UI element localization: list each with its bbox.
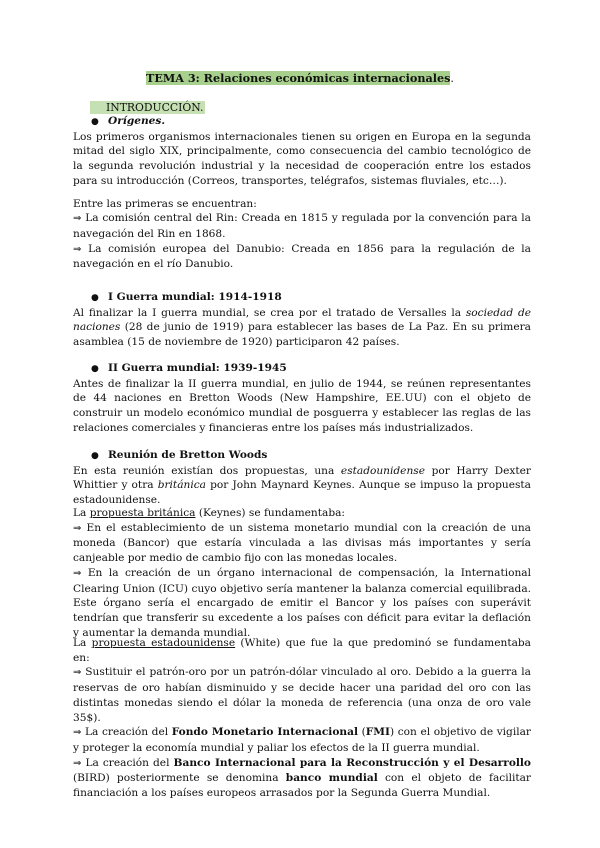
- section-british-proposal: [73, 506, 531, 640]
- heading-ww2: ● II Guerra mundial: 1939-1945: [73, 361, 531, 377]
- heading-bretton-woods: ● Reunión de Bretton Woods: [73, 448, 531, 464]
- list-item-fmi: ⇒ La creación del Fondo Monetario Internacional (FMI) con el objetivo de vigilar y proteger la economía mundial y paliar los efectos de la II guerra mundial.: [73, 726, 531, 754]
- arrow-icon: ⇒: [73, 667, 82, 679]
- paragraph-bretton-woods: En esta reunión existían dos propuestas, una estadounidense por Harry Dexter Whittier y otra británica por John Maynard Keynes. Aunque se impuso la propuesta estadounidense.: [73, 464, 531, 507]
- arrow-icon: ⇒: [73, 727, 82, 739]
- list-item-icu: ⇒ En la creación de un órgano internacional de compensación, la International Clearing Union (ICU) cuyo objetivo sería mantener la balanza comercial equilibrada. Este órgano sería el encargado de emitir el Bancor y los países con superávit tendrían que transferir su excedente a los países con déficit para evitar la deflación y aumentar la demanda mundial.: [73, 566, 531, 639]
- arrow-icon: ⇒: [73, 522, 82, 534]
- arrow-icon: ⇒: [73, 243, 82, 255]
- document-title: [0, 71, 600, 87]
- paragraph-ww2: Antes de finalizar la II guerra mundial, en julio de 1944, se reúnen representantes de 44 naciones en Bretton Woods (New Hampshire, EE.UU) con el objeto de construir un modelo económico mundial de posguerra y establecer las reglas de las relaciones comerciales y financieras entre los países más industrializados.: [73, 377, 531, 434]
- section-ww2: [73, 361, 531, 436]
- arrow-icon: ⇒: [73, 757, 82, 769]
- bullet-icon: ●: [91, 293, 99, 303]
- heading-origenes: ● Orígenes.: [73, 114, 531, 130]
- us-proposal-lead: La propuesta estadounidense (White) que fue la que predominó se fundamentaba en:: [73, 637, 531, 664]
- list-item-patron-dolar: ⇒ Sustituir el patrón-oro por un patrón-dólar vinculado al oro. Debido a la guerra la reservas de oro habían disminuido y se decide hacer una paridad del oro con las distintas monedas siendo el dólar la moneda de referencia (una onza de oro vale 35$).: [73, 666, 531, 724]
- list-item-danubio: ⇒ La comisión europea del Danubio: Creada en 1856 para la regulación de la navegación en el río Danubio.: [73, 242, 531, 271]
- title-highlight: TEMA 3: Relaciones económicas internacionales: [146, 71, 451, 85]
- british-proposal-lead: La propuesta británica (Keynes) se fundamentaba:: [73, 507, 345, 519]
- bullet-icon: ●: [91, 117, 99, 127]
- list-item-bancor: ⇒ En el establecimiento de un sistema monetario mundial con la creación de una moneda (Bancor) que estaría vinculada a las divisas más importantes y sería canjeable por medio de cambio fijo con las monedas locales.: [73, 521, 531, 565]
- section-origins: [73, 114, 531, 272]
- arrow-icon: ⇒: [73, 567, 82, 579]
- title-period: .: [450, 72, 454, 85]
- list-item-rin: ⇒ La comisión central del Rin: Creada en 1815 y regulada por la convención para la navegación del Rin en 1868.: [73, 212, 532, 240]
- bullet-icon: ●: [91, 364, 99, 374]
- section-bretton-woods: [73, 448, 531, 508]
- section-ww1: [73, 290, 531, 350]
- arrow-icon: ⇒: [73, 213, 82, 225]
- paragraph-ww1: Al finalizar la I guerra mundial, se crea por el tratado de Versalles la sociedad de naciones (28 de junio de 1919) para establecer las bases de La Paz. En su primera asamblea (15 de noviembre de 1920) participaron 42 países.: [73, 306, 531, 349]
- paragraph-origins: Los primeros organismos internacionales tienen su origen en Europa en la segunda mitad del siglo XIX, principalmente, como consecuencia del cambio tecnológico de la segunda revolución industrial y la necesidad de cooperación entre los estados para su introducción (Correos, transportes, telégrafos, sistemas fluviales, etc…).: [73, 130, 531, 187]
- heading-ww1: ● I Guerra mundial: 1914-1918: [73, 290, 531, 306]
- paragraph-first-ones: Entre las primeras se encuentran:: [73, 197, 257, 210]
- bullet-icon: ●: [91, 451, 99, 461]
- intro-highlight: INTRODUCCIÓN.: [90, 101, 205, 114]
- list-item-bird: ⇒ La creación del Banco Internacional para la Reconstrucción y el Desarrollo (BIRD) posteriormente se denomina banco mundial con el objeto de facilitar financiación a los países europeos arrasados por la Segunda Guerra Mundial.: [73, 756, 531, 800]
- section-us-proposal: [73, 636, 531, 801]
